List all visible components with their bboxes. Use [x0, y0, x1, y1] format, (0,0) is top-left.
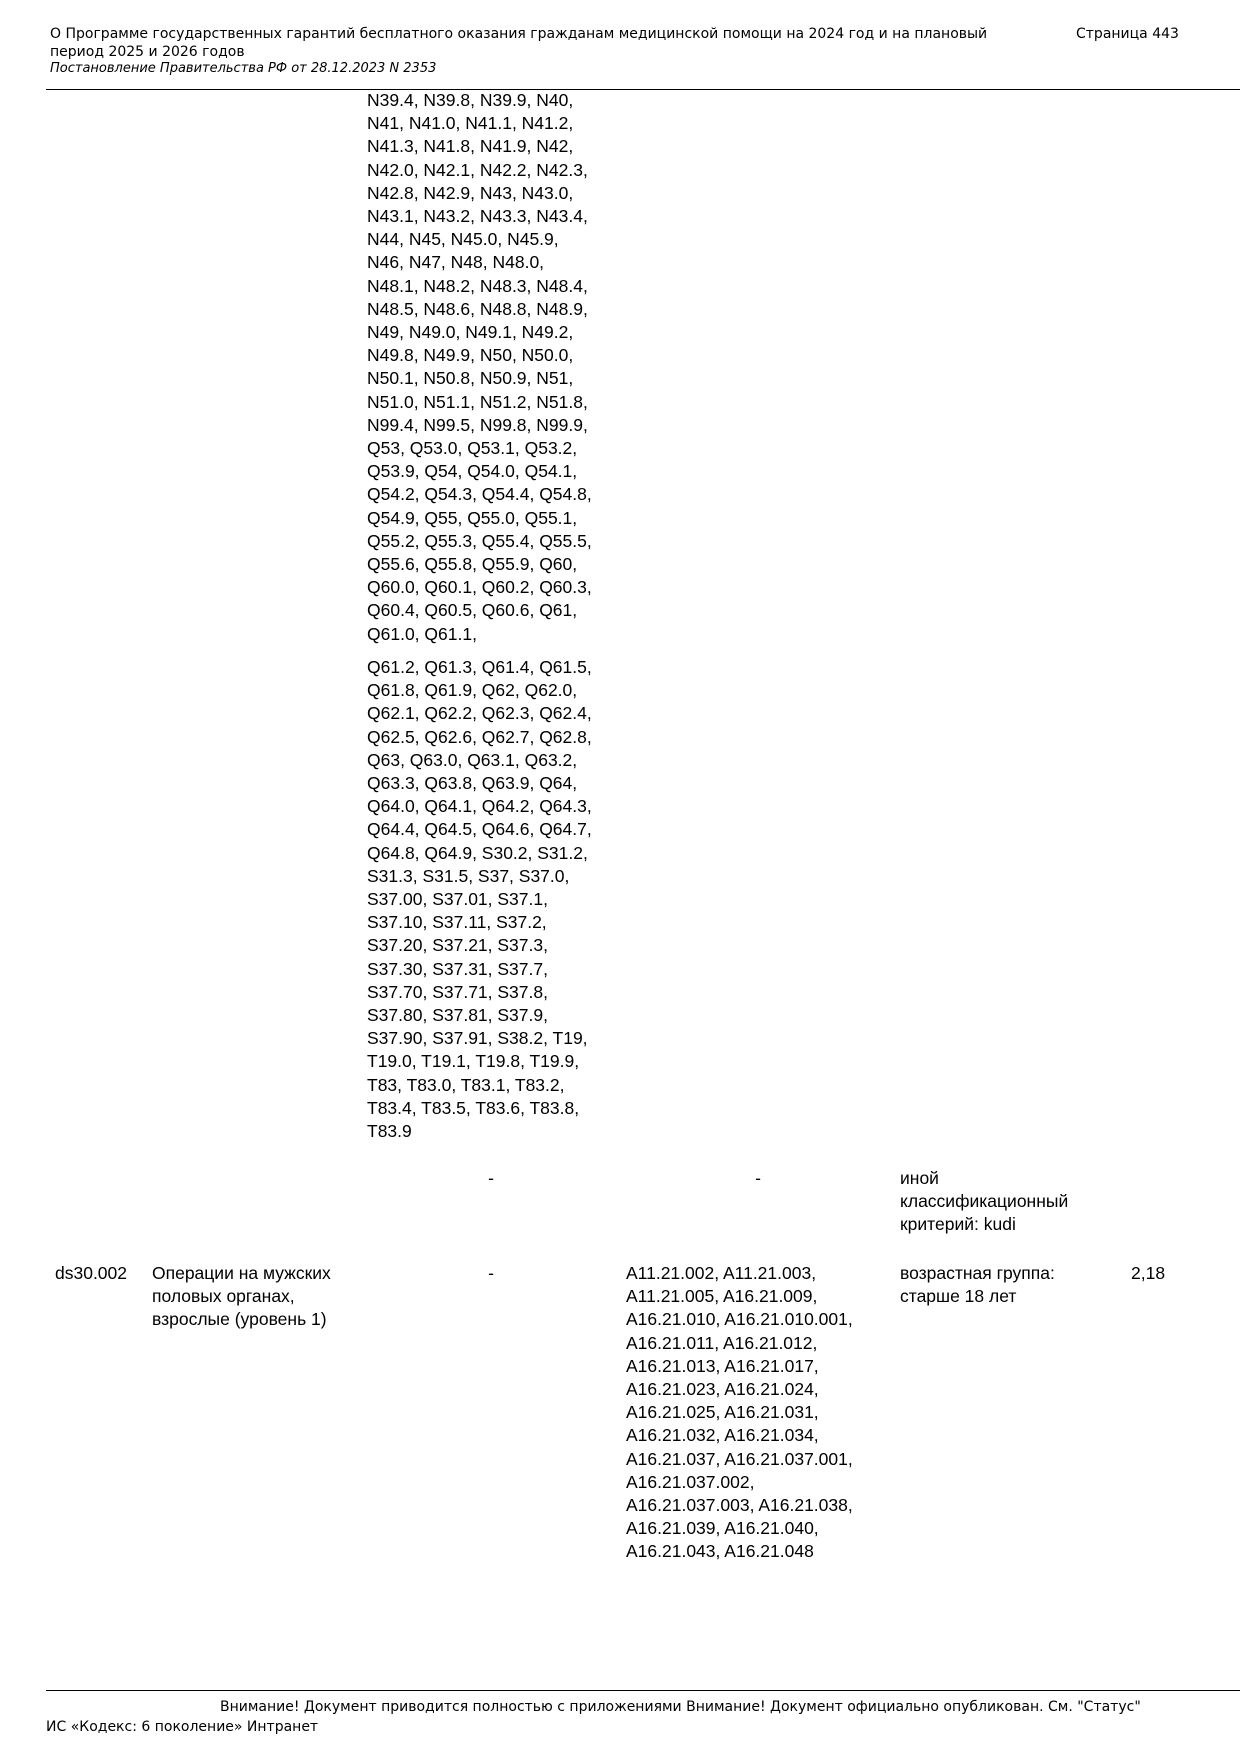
coefficient-cell: 2,18	[1131, 1263, 1166, 1283]
diagnosis-codes-cell: -	[488, 1168, 494, 1188]
footer-notice: Внимание! Документ приводится полностью с приложениями Внимание! Документ официально опубликован. См. "Статус"	[220, 1699, 1141, 1715]
criterion-cell: возрастная группа: старше 18 лет	[900, 1263, 1055, 1307]
footer-divider	[46, 1690, 1240, 1691]
service-codes-cell: A11.21.002, A11.21.003, A11.21.005, A16.21.009, A16.21.010, A16.21.010.001, A16.21.011, A16.21.012, A16.21.013, A16.21.017, A16.21.023, A16.21.024, A16.21.025, A16.21.031, A16.21.032, A16.21.034, A16.21.037, A16.21.037.001, A16.21.037.002, A16.21.037.003, A16.21.038, A16.21.039, A16.21.040, A16.21.043, A16.21.048	[626, 1263, 853, 1562]
diagnosis-codes-cell: -	[488, 1263, 494, 1283]
group-name-cell: Операции на мужских половых органах, взрослые (уровень 1)	[152, 1263, 331, 1330]
criterion-cell: иной классификационный критерий: kudi	[900, 1168, 1069, 1235]
document-title: О Программе государственных гарантий бесплатного оказания гражданам медицинской помощи на 2024 год и на плановый период 2025 и 2026 годов	[50, 26, 988, 60]
diagnosis-codes-continued-part2: Q61.2, Q61.3, Q61.4, Q61.5, Q61.8, Q61.9, Q62, Q62.0, Q62.1, Q62.2, Q62.3, Q62.4, Q62.5, Q62.6, Q62.7, Q62.8, Q63, Q63.0, Q63.1, Q63.2, Q63.3, Q63.8, Q63.9, Q64, Q64.0, Q64.1, Q64.2, Q64.3, Q64.4, Q64.5, Q64.6, Q64.7, Q64.8, Q64.9, S30.2, S31.2, S31.3, S31.5, S37, S37.0, S37.00, S37.01, S37.1, S37.10, S37.11, S37.2, S37.20, S37.21, S37.3, S37.30, S37.31, S37.7, S37.70, S37.71, S37.8, S37.80, S37.81, S37.9, S37.90, S37.91, S38.2, T19, T19.0, T19.1, T19.8, T19.9, T83, T83.0, T83.1, T83.2, T83.4, T83.5, T83.6, T83.8, T83.9	[367, 657, 592, 1142]
document-subtitle: Постановление Правительства РФ от 28.12.2023 N 2353	[50, 61, 437, 76]
page-number: Страница 443	[1076, 26, 1179, 42]
header-divider	[46, 89, 1240, 90]
diagnosis-codes-continued-part1: N39.4, N39.8, N39.9, N40, N41, N41.0, N41.1, N41.2, N41.3, N41.8, N41.9, N42, N42.0, N42.1, N42.2, N42.3, N42.8, N42.9, N43, N43.0, N43.1, N43.2, N43.3, N43.4, N44, N45, N45.0, N45.9, N46, N47, N48, N48.0, N48.1, N48.2, N48.3, N48.4, N48.5, N48.6, N48.8, N48.9, N49, N49.0, N49.1, N49.2, N49.8, N49.9, N50, N50.0, N50.1, N50.8, N50.9, N51, N51.0, N51.1, N51.2, N51.8, N99.4, N99.5, N99.8, N99.9, Q53, Q53.0, Q53.1, Q53.2, Q53.9, Q54, Q54.0, Q54.1, Q54.2, Q54.3, Q54.4, Q54.8, Q54.9, Q55, Q55.0, Q55.1, Q55.2, Q55.3, Q55.4, Q55.5, Q55.6, Q55.8, Q55.9, Q60, Q60.0, Q60.1, Q60.2, Q60.3, Q60.4, Q60.5, Q60.6, Q61, Q61.0, Q61.1,	[367, 90, 592, 644]
footer-system-name: ИС «Кодекс: 6 поколение» Интранет	[46, 1719, 319, 1735]
service-codes-cell: -	[755, 1168, 761, 1188]
group-code-cell: ds30.002	[55, 1263, 128, 1283]
